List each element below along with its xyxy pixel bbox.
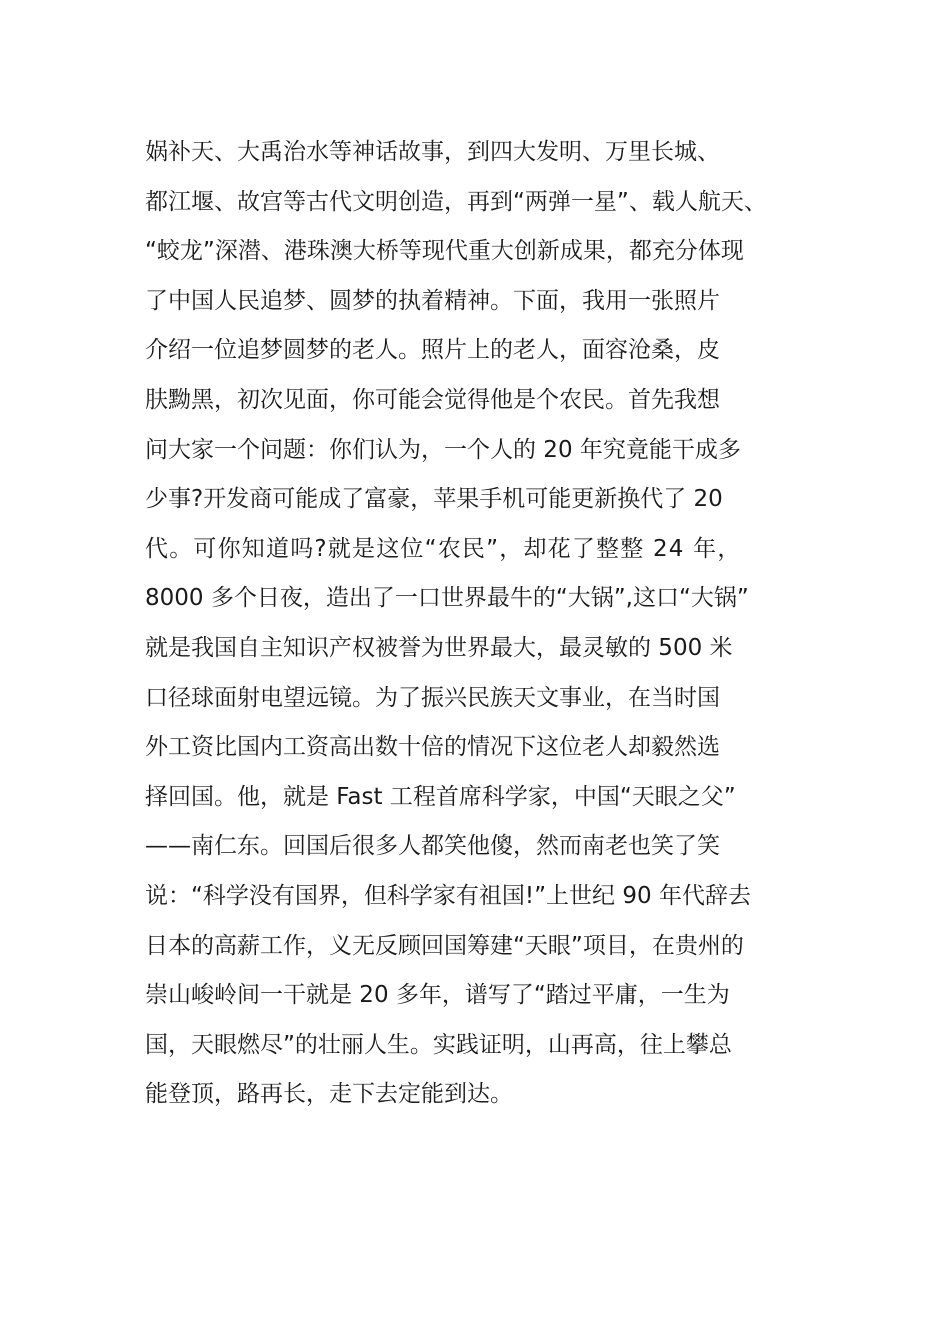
text-line: 崇山峻岭间一干就是 20 多年，谱写了“踏过平庸，一生为 — [145, 982, 730, 1009]
body-paragraph — [145, 128, 845, 1120]
text-line: 肤黝黑，初次见面，你可能会觉得他是个农民。首先我想 — [145, 386, 720, 413]
text-line: 代。可你知道吗?就是这位“农民”，却花了整整 24 年， — [145, 535, 742, 562]
text-line: “蛟龙”深潜、港珠澳大桥等现代重大创新成果，都充分体现 — [145, 238, 744, 265]
text-line: 择回国。他，就是 Fast 工程首席科学家，中国“天眼之父” — [145, 783, 736, 810]
text-line: 介绍一位追梦圆梦的老人。照片上的老人，面容沧桑，皮 — [145, 337, 720, 364]
text-line: ——南仁东。回国后很多人都笑他傻，然而南老也笑了笑 — [145, 833, 720, 860]
text-line: 国，天眼燃尽”的壮丽人生。实践证明，山再高，往上攀总 — [145, 1031, 732, 1058]
text-line: 都江堰、故宫等古代文明创造，再到“两弹一星”、载人航天、 — [145, 188, 767, 215]
text-line: 日本的高薪工作，义无反顾回国筹建“天眼”项目，在贵州的 — [145, 932, 744, 959]
text-line: 就是我国自主知识产权被誉为世界最大，最灵敏的 500 米 — [145, 634, 733, 661]
text-line: 8000 多个日夜，造出了一口世界最牛的“大锅”,这口“大锅” — [145, 585, 749, 612]
text-line: 能登顶，路再长，走下去定能到达。 — [145, 1081, 513, 1108]
text-line: 娲补天、大禹治水等神话故事，到四大发明、万里长城、 — [145, 139, 720, 165]
text-line: 说：“科学没有国界，但科学家有祖国!”上世纪 90 年代辞去 — [145, 882, 751, 909]
text-line: 外工资比国内工资高出数十倍的情况下这位老人却毅然选 — [145, 734, 720, 761]
text-line: 了中国人民追梦、圆梦的执着精神。下面，我用一张照片 — [145, 287, 720, 314]
text-line: 问大家一个问题：你们认为，一个人的 20 年究竟能干成多 — [145, 436, 741, 463]
text-line: 口径球面射电望远镜。为了振兴民族天文事业，在当时国 — [145, 684, 720, 711]
text-line: 少事?开发商可能成了富豪，苹果手机可能更新换代了 20 — [145, 486, 723, 513]
